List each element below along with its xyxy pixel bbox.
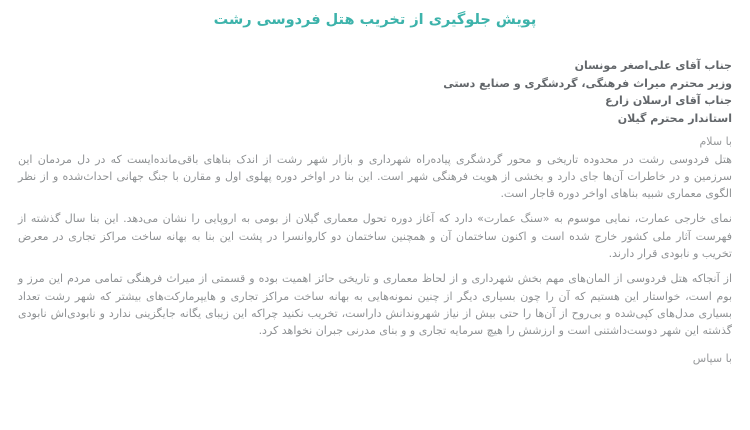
- page-title: پویش جلوگیری از تخریب هتل فردوسی رشت: [213, 12, 537, 28]
- closing-signature: با سپاس: [692, 352, 732, 366]
- petition-paragraph-2: نمای خارجی عمارت، نمایی موسوم به «سنگ عمارت» دارد که آغاز دوره تحول معماری گیلان از بومی به اروپایی را نشان می‌دهد. این بنا سال گذشته از فهرست آثار ملی کشور خارج شده است و اکنون ساختمان آن و همچنین ساختمان دو کاروانسرا در پشت این بنا به بهانه ساخت مراکز تجاری در معرض تخریب و نابودی قرار دارند.: [18, 212, 732, 260]
- recipient-line-minister-name: جناب آقای علی‌اصغر مونسان: [574, 59, 732, 72]
- petition-body: [18, 151, 732, 340]
- recipient-block: [18, 57, 732, 127]
- recipient-line-minister-role: وزیر محترم میراث فرهنگی، گردشگری و صنایع دستی: [443, 76, 732, 90]
- recipient-line-governor-name: جناب آقای ارسلان زارع: [605, 94, 732, 107]
- petition-paragraph-1: هتل فردوسی رشت در محدوده تاریخی و محور گردشگری پیاده‌راه شهرداری و بازار شهر رشت از اندک بناهای باقی‌مانده‌ایست که در دل مردمان این سرزمین و در خاطرات آن‌ها جای دارد و بخشی از هویت فرهنگی شهر است. این بنا در اواخر دوره پهلوی اول و مقارن با جنگ جهانی احداث‌شده و از نظر الگوی معماری شبیه بناهای اواخر دوره قاجار است.: [18, 152, 732, 201]
- salutation: با سلام: [699, 135, 732, 148]
- recipient-line-governor-role: استاندار محترم گیلان: [617, 111, 732, 125]
- petition-paragraph-3: از آنجاکه هتل فردوسی از المان‌های مهم بخش شهرداری و از لحاظ معماری و تاریخی حائز اهمیت بوده و قسمتی از میراث فرهنگی تمامی مردم این مرز و بوم است، خواستار این هستیم که آن را چون بسیاری دیگر از چنین نمونه‌هایی به بهانه ساخت مراکز تجاری و هایپرمارکت‌های بیشتر که شهر رشت تعداد بسیاری مدل‌های کپی‌شده و بی‌روح از آن‌ها را حتی بیش از نیاز شهروندانش داراست، تخریب نکنید چراکه این زیبای یگانه جایگزینی ندارد و نابودی‌اش نابودی گذشته این شهر دوست‌داشتنی است و ارزشش را هیچ سرمایه تجاری و و بنای مدرنی جبران نخواهد کرد.: [18, 272, 732, 338]
